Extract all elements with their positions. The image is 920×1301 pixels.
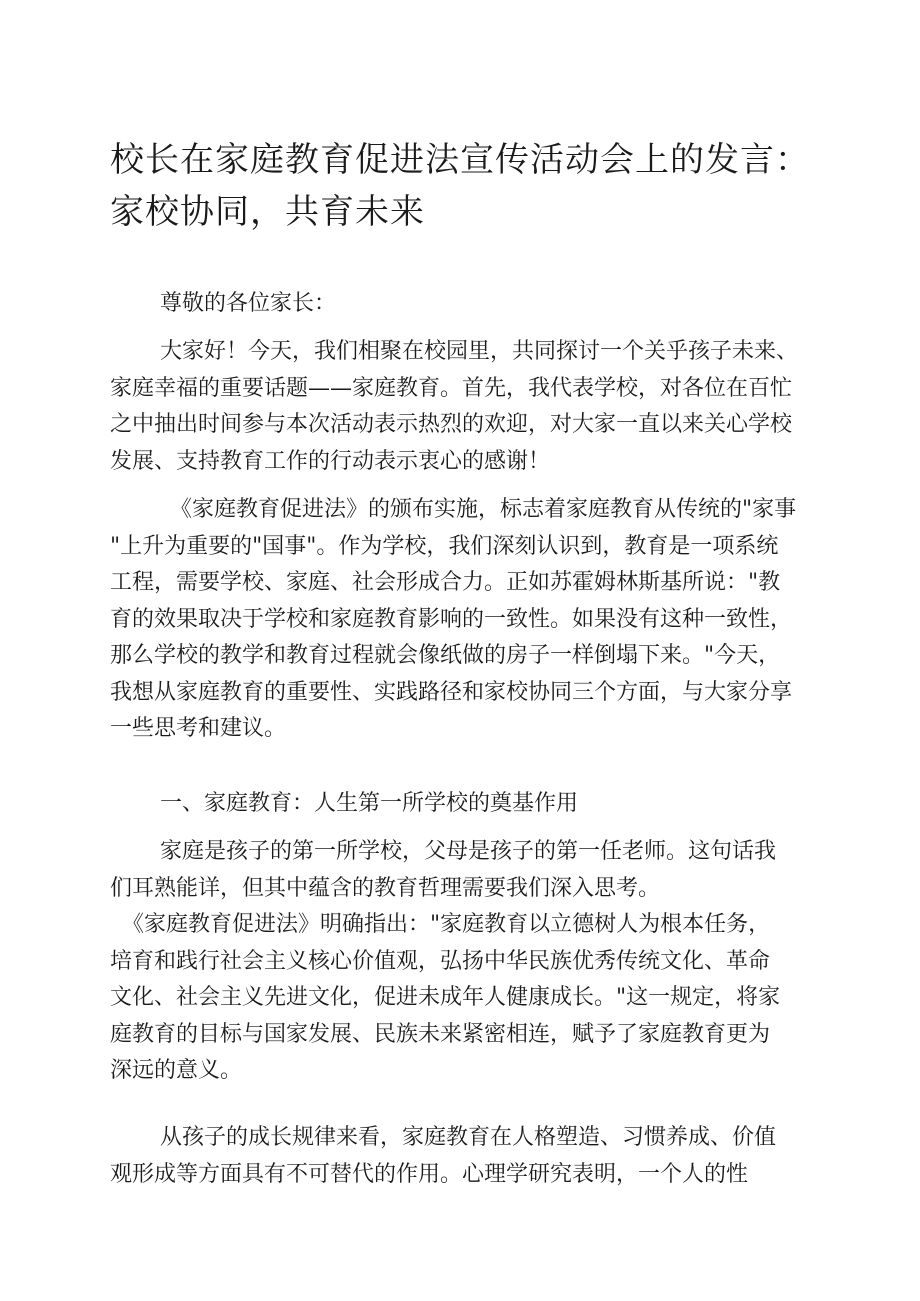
salutation bbox=[110, 286, 822, 323]
text-line: 大家好！今天，我们相聚在校园里，共同探讨一个关乎孩子未来、 bbox=[160, 339, 799, 364]
text-line: 发展、支持教育工作的行动表示衷心的感谢！ bbox=[110, 448, 551, 474]
paragraph-first-school bbox=[110, 834, 822, 1090]
document-title bbox=[110, 134, 830, 238]
title-line-1: 校长在家庭教育促进法宣传活动会上的发言： bbox=[110, 140, 810, 180]
title-line-2: 家校协同，共育未来 bbox=[110, 192, 425, 232]
text-line: 观形成等方面具有不可替代的作用。心理学研究表明，一个人的性 bbox=[110, 1161, 749, 1187]
text-line: 之中抽出时间参与本次活动表示热烈的欢迎，对大家一直以来关心学校 bbox=[110, 412, 793, 437]
text-line: 家庭幸福的重要话题——家庭教育。首先，我代表学校，对各位在百忙 bbox=[110, 375, 793, 401]
paragraph-greeting bbox=[110, 334, 822, 480]
text-line: 工程，需要学校、家庭、社会形成合力。正如苏霍姆林斯基所说："教 bbox=[110, 570, 781, 595]
text-line: 《家庭教育促进法》明确指出："家庭教育以立德树人为根本任务， bbox=[122, 912, 771, 937]
text-line: 家庭是孩子的第一所学校，父母是孩子的第一任老师。这句话我 bbox=[160, 839, 777, 864]
text-line: 文化、社会主义先进文化，促进未成年人健康成长。"这一规定，将家 bbox=[110, 985, 781, 1010]
text-line: 们耳熟能详，但其中蕴含的教育哲理需要我们深入思考。 bbox=[110, 875, 661, 901]
salutation-text: 尊敬的各位家长： bbox=[160, 291, 337, 316]
text-line: 培育和践行社会主义核心价值观，弘扬中华民族优秀传统文化、革命 bbox=[110, 948, 771, 974]
text-line: 一些思考和建议。 bbox=[110, 716, 287, 741]
text-line: 那么学校的教学和教育过程就会像纸做的房子一样倒塌下来。"今天， bbox=[110, 643, 781, 668]
section-heading-text: 一、家庭教育：人生第一所学校的奠基作用 bbox=[160, 791, 579, 816]
paragraph-law-intro bbox=[110, 492, 822, 748]
text-line: 《家庭教育促进法》的颁布实施，标志着家庭教育从传统的"家事 bbox=[170, 497, 797, 522]
text-line: 深远的意义。 bbox=[110, 1058, 243, 1083]
text-line: 我想从家庭教育的重要性、实践路径和家校协同三个方面，与大家分享 bbox=[110, 679, 793, 705]
text-line: 从孩子的成长规律来看，家庭教育在人格塑造、习惯养成、价值 bbox=[160, 1125, 777, 1150]
text-line: "上升为重要的"国事"。作为学校，我们深刻认识到，教育是一项系统 bbox=[110, 533, 779, 559]
text-line: 庭教育的目标与国家发展、民族未来紧密相连，赋予了家庭教育更为 bbox=[110, 1021, 771, 1047]
section1-heading bbox=[110, 786, 822, 823]
text-line: 育的效果取决于学校和家庭教育影响的一致性。如果没有这种一致性， bbox=[110, 606, 793, 632]
paragraph-growth bbox=[110, 1120, 822, 1193]
